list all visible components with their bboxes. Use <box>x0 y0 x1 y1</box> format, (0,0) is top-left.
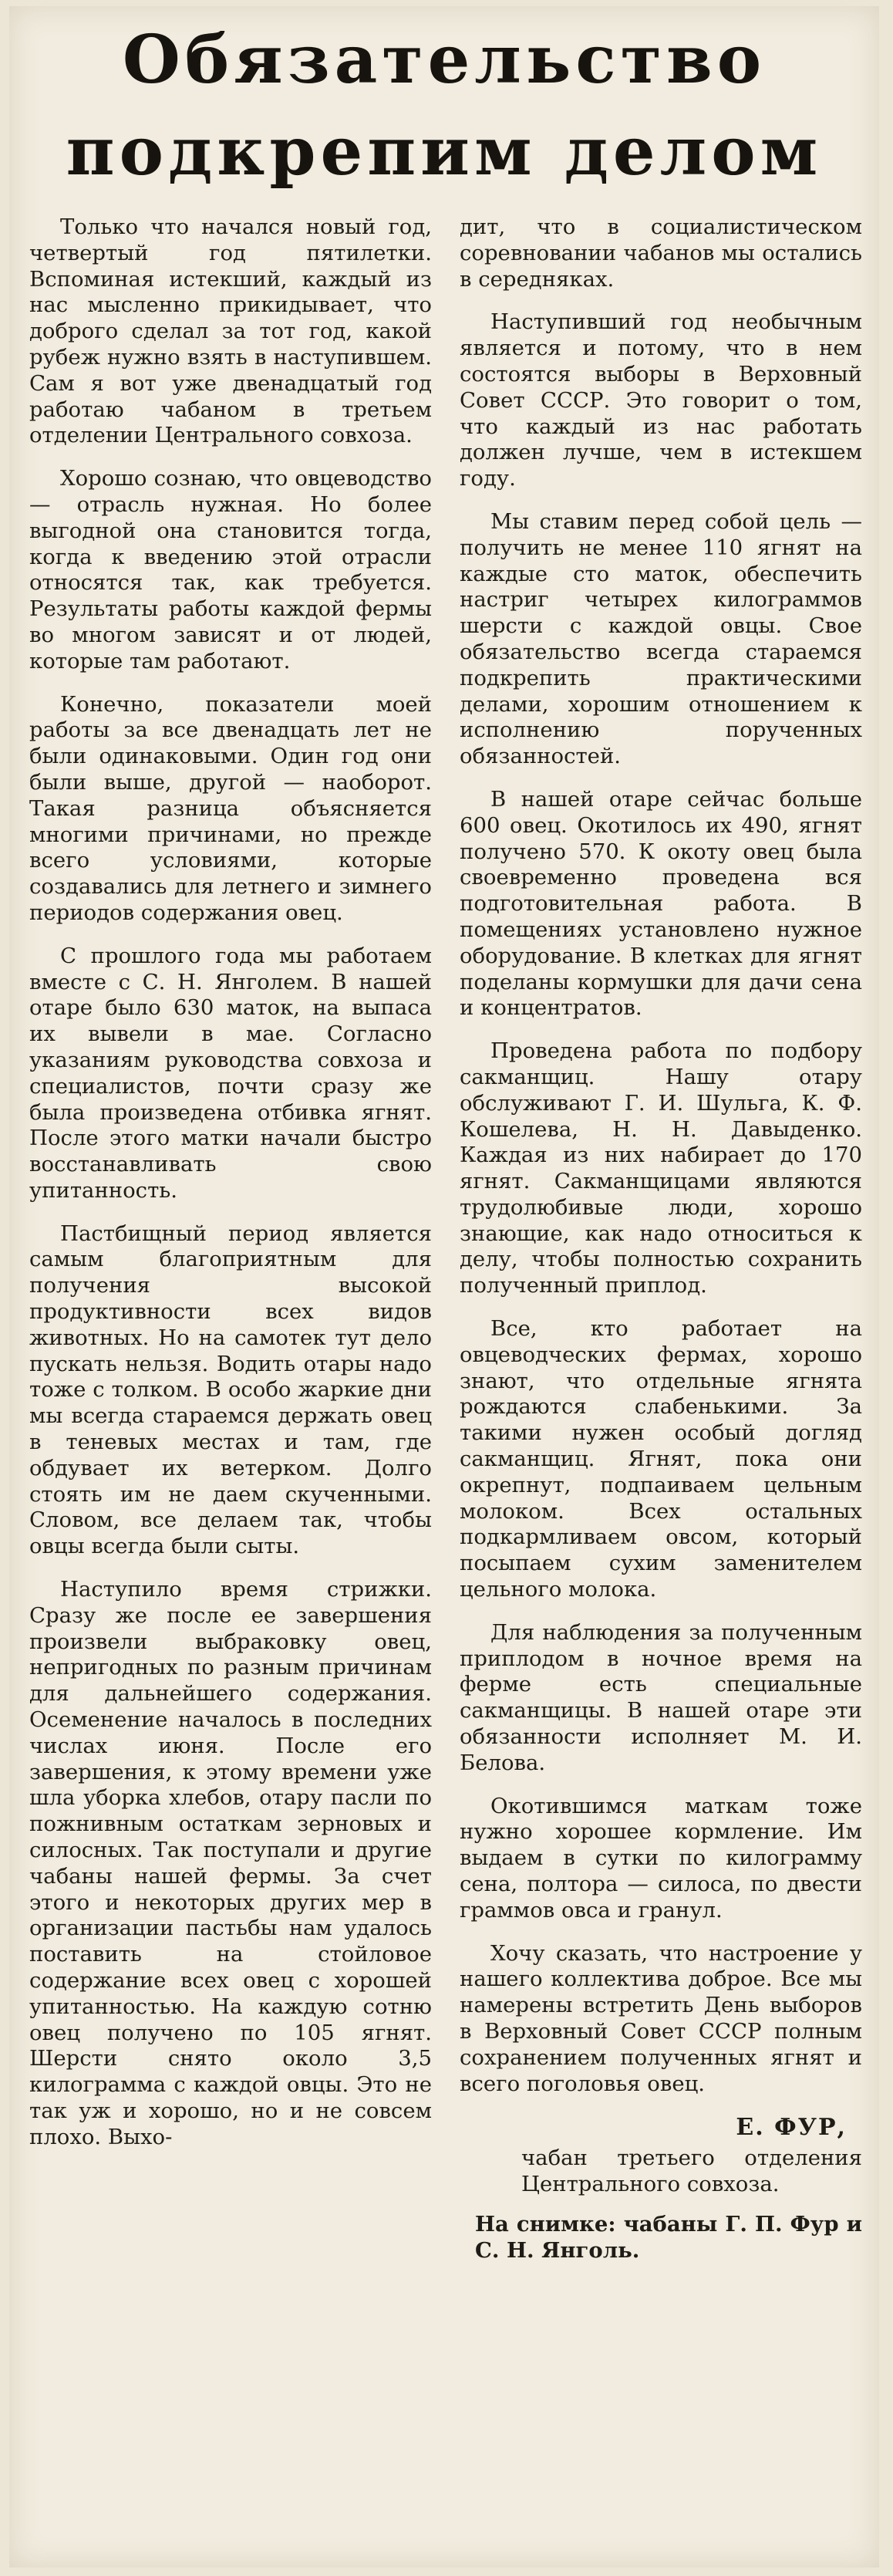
paragraph-continuation: дит, что в социалистическом соревновании чабанов мы остались в середняках. <box>460 214 862 292</box>
paragraph: В нашей отаре сейчас больше 600 овец. Окотилось их 490, ягнят получено 570. К окоту овец была своевременно проведена вся подготовительная работа. В помещениях установлено нужное оборудование. В клетках для ягнят поделаны кормушки для дачи сена и концентратов. <box>460 786 862 1021</box>
paragraph: Проведена работа по подбору сакманщиц. Нашу отару обслуживают Г. И. Шульга, К. Ф. Кошелева, Н. Н. Давыденко. Каждая из них набирает до 170 ягнят. Сакманщицами являются трудолюбивые люди, хорошо знающие, как надо относиться к делу, чтобы полностью сохранить полученный приплод. <box>460 1038 862 1298</box>
article-headline <box>9 6 879 198</box>
paragraph: Хорошо сознаю, что овцеводство — отрасль нужная. Но более выгодной она становится тогда, когда к введению этой отрасли относятся так, как требуется. Результаты работы каждой фермы во многом зависят и от людей, которые там работают. <box>29 466 432 674</box>
headline-line-1: Обязательство <box>122 21 767 99</box>
paragraph: Мы ставим перед собой цель — получить не менее 110 ягнят на каждые сто маток, обеспечить настриг четырех килограммов шерсти с каждой овцы. Свое обязательство всегда стараемся подкрепить практическими делами, хорошим отношением к исполнению порученных обязанностей. <box>460 508 862 769</box>
paragraph: Наступивший год необычным является и потому, что в нем состоятся выборы в Верховный Совет СССР. Это говорит о том, что каждый из нас работать должен лучше, чем в истекшем году. <box>460 309 862 491</box>
paragraph: Пастбищный период является самым благоприятным для получения высокой продуктивности всех видов животных. Но на самотек тут дело пускать нельзя. Водить отары надо тоже с толком. В особо жаркие дни мы всегда стараемся держать овец в теневых местах и там, где обдувает их ветерком. Долго стоять им не даем скученными. Словом, все делаем так, чтобы овцы всегда были сыты. <box>29 1220 432 1559</box>
paragraph: Наступило время стрижки. Сразу же после ее завершения произвели выбраковку овец, непригодных по разным причинам для дальнейшего содержания. Осеменение началось в последних числах июня. После его завершения, к этому времени уже шла уборка хлебов, отару пасли по пожнивным остаткам зерновых и силосных. Так поступали и другие чабаны нашей фермы. За счет этого и некоторых других мер в организации пастьбы нам удалось поставить на стойловое содержание всех овец с хорошей упитанностью. На каждую сотню овец получено по 105 ягнят. Шерсти снято около 3,5 килограмма с каждой овцы. Это не так уж и хорошо, но и не совсем плохо. Выхо- <box>29 1577 432 2149</box>
right-column <box>460 214 862 2264</box>
paragraph: Хочу сказать, что настроение у нашего коллектива доброе. Все мы намерены встретить День выборов в Верховный Совет СССР полным сохранением полученных ягнят и всего поголовья овец. <box>460 1940 862 2096</box>
headline-line-2: подкрепим делом <box>66 113 823 191</box>
left-column <box>29 214 432 2264</box>
paragraph: Окотившимся маткам тоже нужно хорошее кормление. Им выдаем в сутки по килограмму сена, полтора — силоса, по двести граммов овса и гранул. <box>460 1793 862 1923</box>
paragraph: Конечно, показатели моей работы за все двенадцать лет не были одинаковыми. Один год они были выше, другой — наоборот. Такая разница объясняется многими причинами, но прежде всего условиями, которые создавались для летнего и зимнего периодов содержания овец. <box>29 691 432 925</box>
paragraph: Все, кто работает на овцеводческих фермах, хорошо знают, что отдельные ягнята рождаются слабенькими. За такими нужен особый догляд сакманщиц. Ягнят, пока они окрепнут, подпаиваем цельным молоком. Всех остальных подкармливаем овсом, который посыпаем сухим заменителем цельного молока. <box>460 1316 862 1602</box>
paragraph: Для наблюдения за полученным приплодом в ночное время на ферме есть специальные сакманщицы. В нашей отаре эти обязанности исполняет М. И. Белова. <box>460 1619 862 1775</box>
newspaper-clipping <box>9 6 879 2568</box>
paragraph: С прошлого года мы работаем вместе с С. Н. Янголем. В нашей отаре было 630 маток, на выпаса их вывели в мае. Согласно указаниям руководства совхоза и специалистов, почти сразу же была произведена отбивка ягнят. После этого матки начали быстро восстанавливать свою упитанность. <box>29 943 432 1203</box>
photo-caption: На снимке: чабаны Г. П. Фур и С. Н. Янголь. <box>475 2211 862 2263</box>
paragraph: Только что начался новый год, четвертый год пятилетки. Вспоминая истекший, каждый из нас мысленно прикидывает, что доброго сделал за тот год, какой рубеж нужно взять в наступившем. Сам я вот уже двенадцатый год работаю чабаном в третьем отделении Центрального совхоза. <box>29 214 432 448</box>
author-role: чабан третьего отделения Центрального совхоза. <box>521 2146 862 2197</box>
article-body <box>29 214 862 2264</box>
author-signature: Е. ФУР, <box>736 2114 847 2142</box>
